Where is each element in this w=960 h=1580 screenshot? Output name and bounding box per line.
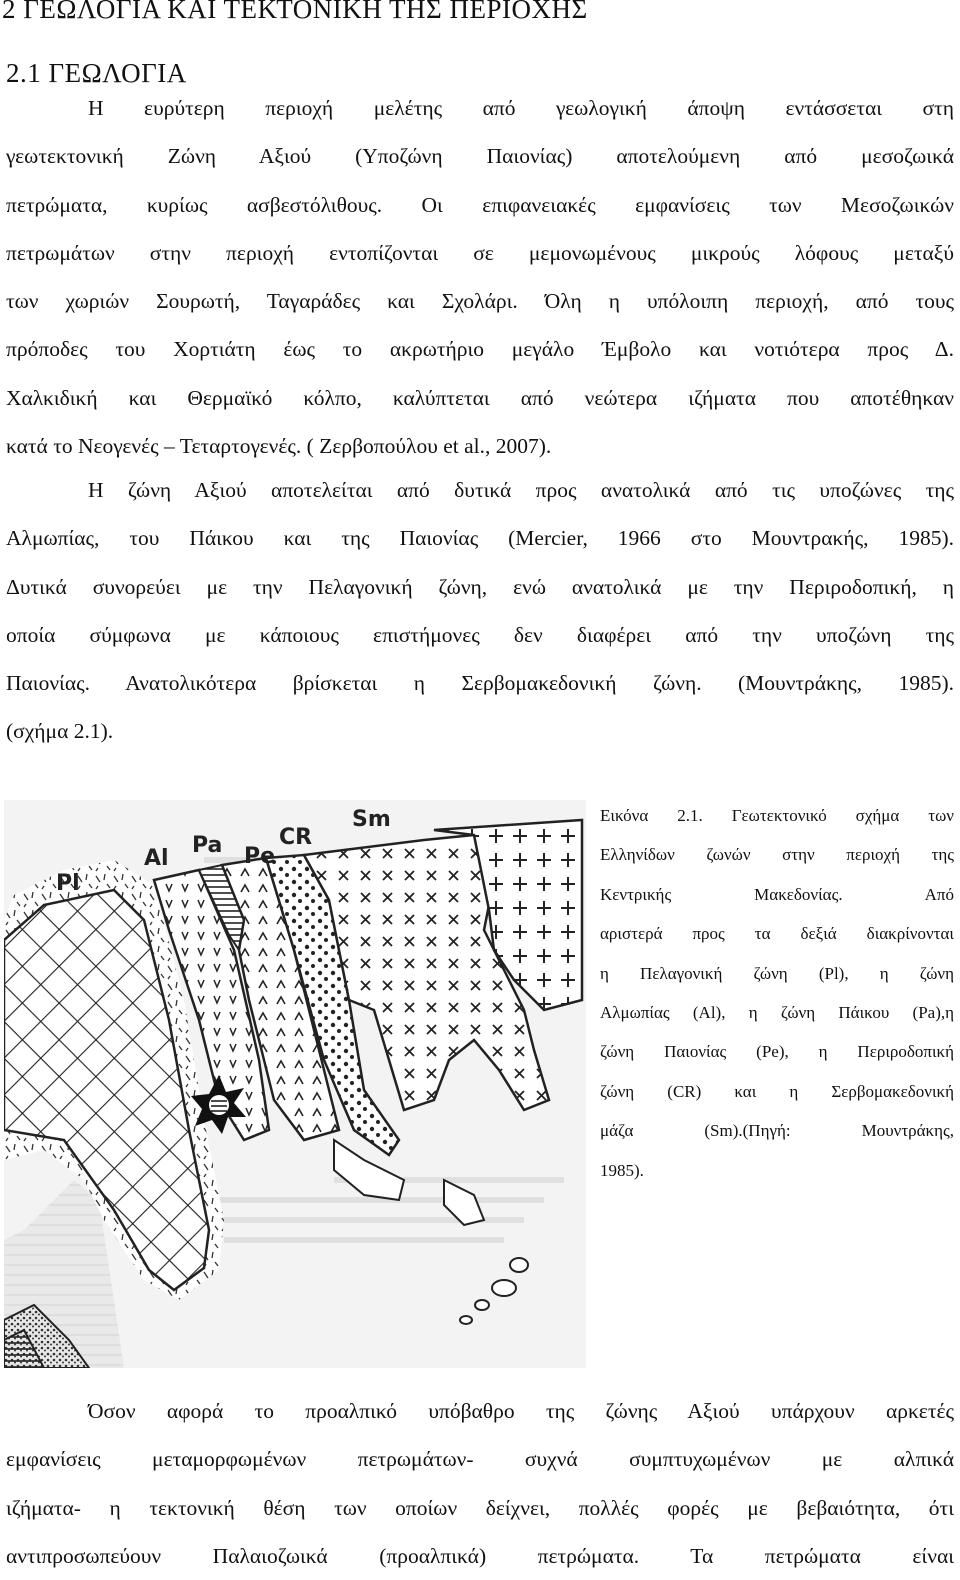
- paragraph-prealpine-basement: [6, 1387, 954, 1580]
- paragraph-axios-zone: [6, 466, 954, 756]
- paragraph-line: γεωτεκτονική Ζώνη Αξιού (Υποζώνη Παιονίας) αποτελούμενη από μεσοζωικά: [6, 144, 954, 169]
- paragraph-line: Όσον αφορά το προαλπικό υπόβαθρο της ζώνης Αξιού υπάρχουν αρκετές: [88, 1399, 954, 1423]
- caption-line: μάζα (Sm).(Πηγή: Μουντράκης,: [600, 1121, 954, 1141]
- caption-line: η Πελαγονική ζώνη (Pl), η ζώνη: [600, 963, 954, 983]
- paragraph-line: πετρώματα, κυρίως ασβεστόλιθους. Οι επιφανειακές εμφανίσεις των Μεσοζωικών: [6, 192, 954, 217]
- map-label-pl: Pl: [56, 871, 80, 896]
- section-heading: 2.1 ΓΕΩΛΟΓΙΑ: [6, 58, 187, 88]
- paragraph-line: κατά το Νεογενές – Τεταρτογενές. ( Ζερβοπούλου et al., 2007).: [6, 434, 552, 459]
- caption-line: Κεντρικής Μακεδονίας. Από: [600, 884, 954, 904]
- paragraph-line: Η ευρύτερη περιοχή μελέτης από γεωλογική άποψη εντάσσεται στη: [88, 96, 954, 120]
- paragraph-line: των χωριών Σουρωτή, Ταγαράδες και Σχολάρι. Όλη η υπόλοιπη περιοχή, από τους: [6, 289, 954, 314]
- map-label-pa: Pa: [192, 833, 223, 858]
- chapter-heading: 2 ΓΕΩΛΟΓΙΑ ΚΑΙ ΤΕΚΤΟΝΙΚΗ ΤΗΣ ΠΕΡΙΟΧΗΣ: [2, 0, 588, 24]
- paragraph-line: Η ζώνη Αξιού αποτελείται από δυτικά προς ανατολικά από τις υποζώνες της: [88, 478, 954, 502]
- paragraph-line: Δυτικά συνορεύει με την Πελαγονική ζώνη, ενώ ανατολικά με την Περιροδοπική, η: [6, 574, 954, 599]
- geotectonic-map-figure: [4, 800, 586, 1368]
- map-island: [460, 1316, 472, 1324]
- caption-line: 1985).: [600, 1160, 644, 1180]
- caption-line: αριστερά προς τα δεξιά διακρίνονται: [600, 924, 954, 944]
- paragraph-line: αντιπροσωπεύουν Παλαιοζωικά (προαλπικά) πετρώματα. Τα πετρώματα είναι: [6, 1543, 954, 1568]
- map-label-cr: CR: [279, 825, 313, 850]
- paragraph-line: Παιονίας. Ανατολικότερα βρίσκεται η Σερβομακεδονική ζώνη. (Μουντράκης, 1985).: [6, 671, 954, 696]
- paragraph-line: Αλμωπίας, του Πάικου και της Παιονίας (Mercier, 1966 στο Μουντρακής, 1985).: [6, 526, 954, 551]
- map-island: [475, 1300, 489, 1310]
- caption-line: Αλμωπίας (Al), η ζώνη Πάικου (Pa),η: [600, 1003, 954, 1023]
- paragraph-line: πετρωμάτων στην περιοχή εντοπίζονται σε μεμονωμένους μικρούς λόφους μεταξύ: [6, 240, 954, 265]
- map-label-al: Al: [144, 846, 169, 871]
- paragraph-line: οποία σύμφωνα με κάποιους επιστήμονες δεν διαφέρει από την υποζώνη της: [6, 622, 954, 647]
- map-label-pe: Pe: [244, 844, 276, 869]
- caption-line: ζώνη Παιονίας (Pe), η Περιροδοπική: [600, 1042, 954, 1062]
- caption-line: Ελληνίδων ζωνών στην περιοχή της: [600, 845, 954, 865]
- caption-line: ζώνη (CR) και η Σερβομακεδονική: [600, 1081, 954, 1101]
- paragraph-line: πρόποδες του Χορτιάτη έως το ακρωτήριο μεγάλο Έμβολο και νοτιότερα προς Δ.: [6, 337, 954, 362]
- map-label-sm: Sm: [352, 807, 391, 832]
- map-island: [510, 1258, 528, 1272]
- map-island: [492, 1280, 516, 1296]
- paragraph-line: εμφανίσεις μεταμορφωμένων πετρωμάτων- συχνά συμπτυχωμένων με αλπικά: [6, 1447, 954, 1472]
- caption-line: Εικόνα 2.1. Γεωτεκτονικό σχήμα των: [600, 806, 954, 825]
- paragraph-line: ιζήματα- η τεκτονική θέση των οποίων δείχνει, πολλές φορές με βεβαιότητα, ότι: [6, 1495, 954, 1520]
- paragraph-line: Χαλκιδική και Θερμαϊκό κόλπο, καλύπτεται από νεώτερα ιζήματα που αποτέθηκαν: [6, 385, 954, 410]
- figure-caption: [600, 796, 954, 1190]
- paragraph-geology-intro: [6, 84, 954, 470]
- paragraph-line: (σχήμα 2.1).: [6, 719, 114, 744]
